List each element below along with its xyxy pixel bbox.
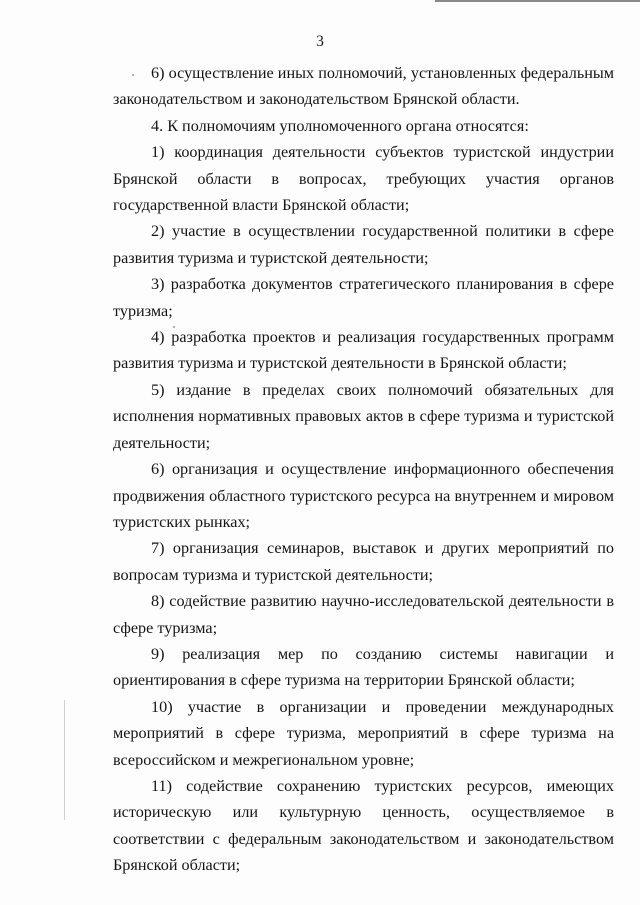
paragraph-item-4: 4) разработка проектов и реализация государственных программ развития туризма и туристской деятельности в Брянской области; bbox=[113, 328, 614, 373]
paragraph-item-7: 7) организация семинаров, выставок и других мероприятий по вопросам туризма и туристской деятельности; bbox=[113, 539, 614, 584]
page-number: 3 bbox=[316, 33, 324, 50]
paragraph-item-5: 5) издание в пределах своих полномочий обязательных для исполнения нормативных правовых актов в сфере туризма и туристской деятельности; bbox=[113, 380, 614, 452]
paragraph-item-6: 6) организация и осуществление информационного обеспечения продвижения областного туристского ресурса на внутреннем и мировом туристских рынках; bbox=[113, 460, 614, 531]
paragraph-item-1: 1) координация деятельности субъектов туристской индустрии Брянской области в вопросах, требующих участия органов государственной власти Брянской области; bbox=[113, 143, 614, 215]
scan-edge-line bbox=[435, 0, 640, 2]
paragraph-item-2: 2) участие в осуществлении государственной политики в сфере развития туризма и туристской деятельности; bbox=[113, 222, 614, 267]
document-body bbox=[113, 60, 614, 879]
paragraph-item-6-other-powers: 6) осуществление иных полномочий, установленных федеральным законодательством и законодательством Брянской области. bbox=[113, 64, 614, 109]
paragraph-item-11: 11) содействие сохранению туристских ресурсов, имеющих историческую или культурную ценность, осуществляемое в соответствии с федеральным законодательством и законодательством Брянской области; bbox=[113, 776, 614, 875]
paragraph-item-9: 9) реализация мер по созданию системы навигации и ориентирования в сфере туризма на территории Брянской области; bbox=[113, 644, 614, 690]
paragraph-item-8: 8) содействие развитию научно-исследовательской деятельности в сфере туризма; bbox=[113, 592, 614, 637]
paragraph-item-10: 10) участие в организации и проведении международных мероприятий в сфере туризма, мероприятий в сфере туризма на всероссийском и межрегиональном уровне; bbox=[113, 697, 614, 769]
paragraph-section-4-heading: 4. К полномочиям уполномоченного органа относятся: bbox=[151, 116, 529, 135]
paragraph-item-3: 3) разработка документов стратегического планирования в сфере туризма; bbox=[113, 275, 614, 320]
scan-margin-line bbox=[64, 700, 65, 820]
